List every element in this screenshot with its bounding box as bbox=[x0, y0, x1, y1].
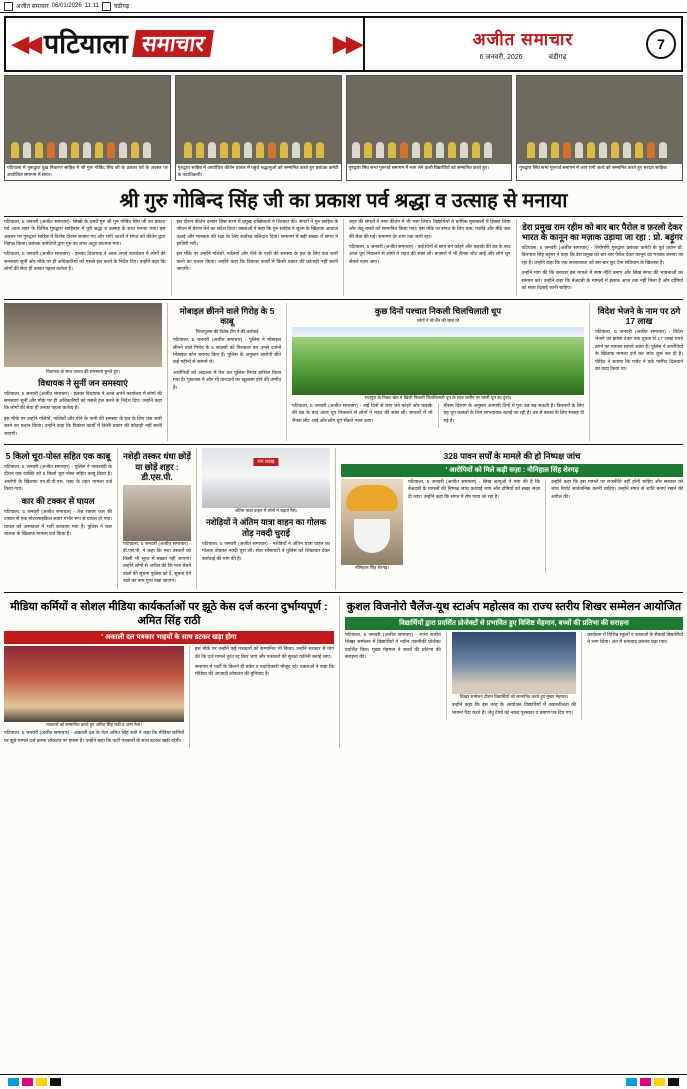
media-col-1: पटियाला, 5 जनवरी (अजीत समाचार) - अकाली दल के नेता अमित सिंह राठी ने कहा कि मीडिया कर्मियों पर झूठे मामले दर्ज करना लोकतंत्र पर हमला है। उन्होंने कहा कि पार्टी पत्रकारों के साथ डटकर खड़ी रहेगी। bbox=[4, 731, 184, 744]
third-band bbox=[4, 448, 683, 588]
mobile-gang-col-1: पटियाला, 5 जनवरी (अजीत समाचार) - पुलिस ने मोबाइल छीनने वाले गिरोह के 5 सदस्यों को गिरफ़्तार कर उनसे दर्जनों मोबाइल फ़ोन बरामद किए हैं। पुलिस के अनुसार आरोपी बीते कई महीनों से सरगर्म थे। bbox=[173, 338, 281, 366]
mobile-gang-subhead: जिलापुलस की विशेष टीम ने की कार्रवाई bbox=[195, 328, 259, 334]
media-col-2: इस मौके पर उन्होंने कई पत्रकारों को सम्मानित भी किया। उन्होंने सरकार से मांग की कि दर्ज मामले तुरंत रद्द किए जाएं और पत्रकारों की सुरक्षा यकीनी बनाई जाए। bbox=[195, 647, 334, 660]
mobile-gang-headline: मोबाइल छीनने वाले गिरोह के 5 काबू bbox=[179, 305, 275, 327]
mla-col-1: पटियाला, 5 जनवरी (अजीत समाचार) - हलका विधायक ने आज अपने कार्यालय में लोगों की समस्याएं सुनीं और मौके पर ही अधिकारियों को मसले हल करने के निर्देश दिए। उन्होंने कहा कि लोगों की सेवा ही उनका पहला कर्तव्य है। bbox=[4, 391, 162, 412]
lead-col-2-text-2: इस मौके पर उन्होंने गलियों, नालियों और पीने के पानी की समस्या के हल के लिए फ़ंड जारी करने का एलान किया। उन्होंने कहा कि विकास कार्यों में किसी प्रकार की कोताही नहीं बरती जाएगी। bbox=[176, 252, 338, 273]
weather-headline: कुछ दिनों पश्चात निकली चिलचिलाती धूप bbox=[374, 305, 502, 316]
mla-photo-caption: विधायक के साथ जनता की समस्याएं सुनते हुए। bbox=[46, 368, 120, 374]
swatch-black bbox=[50, 1078, 61, 1086]
mla-headline: विधायक ने सुनीं जन समस्याएं bbox=[38, 377, 128, 388]
dsp-photo bbox=[123, 485, 191, 541]
double-chevron-right-icon: ▶▶ bbox=[333, 31, 359, 56]
color-registration-bar bbox=[0, 1074, 687, 1089]
serpent-col-1: पटियाला, 5 जनवरी (अजीत समाचार) - सिख आगूओं ने मांग की है कि बेअदबी के मामलों की निष्पक्ष जांच करवाई जाए और दोषियों को सख्त सज़ा दी जाए। उन्होंने कहा कि संगत में रोष पाया जा रहा है। bbox=[408, 479, 540, 500]
van-story bbox=[202, 448, 330, 588]
middle-band bbox=[4, 303, 683, 442]
serpent-band: ' आरोपियों को मिले कड़ी सज़ा : नौनिहाल सिंह शेरगढ़ bbox=[341, 464, 683, 477]
brand-name: अजीत समाचार bbox=[472, 29, 574, 49]
right-story-col-2: उन्होंने मांग की कि सरकार इस मामले में स्पष्ट नीति बनाए और सिख संगत की भावनाओं का सम्मान करे। उन्होंने कहा कि बेअदबी के मामलों में इंसाफ़ आज तक नहीं मिला है और दोषियों को सज़ा दिलाई जानी चाहिए। bbox=[521, 271, 683, 292]
weather-story bbox=[292, 303, 584, 442]
photo-1-caption: पटियाला में गुरूद्वारा दुख निवारण साहिब में श्री गुरू गोबिंद सिंघ जी के प्रकाश पर्व के अवसर पर आयोजित समागम में संगत। bbox=[7, 165, 168, 177]
summit-col-3: कार्यक्रम में विभिन्न स्कूलों व कालजों के सैकड़ों विद्यार्थियों ने भाग लिया। अंत में धन्यवाद प्रस्ताव पढ़ा गया। bbox=[587, 632, 683, 646]
masthead-right bbox=[365, 18, 681, 70]
weather-photo bbox=[292, 337, 584, 395]
page-icon bbox=[102, 2, 111, 11]
serpent-headline: 328 पावन सर्पों के मामले की हो निष्पक्ष जांच bbox=[443, 451, 581, 462]
chura-headline: 5 किलो चूरा-पोस्त सहित एक काबू bbox=[5, 451, 111, 462]
summit-band: विद्यार्थियों द्वारा प्रदर्शित प्रोजेक्टों से प्रभावित हुए विशिष्ट मेहमान, बच्चों की प्रतिभा की सराहना bbox=[345, 617, 683, 630]
lead-col-1-text: पटियाला, 5 जनवरी (अजीत समाचार)- सिखों के दसवें गुरु श्री गुरु गोबिंद सिंघ जी का प्रकाश पर्व आज शहर के विभिन्न गुरुद्वारा साहिबान में पूरी श्रद्धा व उत्साह के साथ मनाया गया। इस अवसर पर गुरुद्वारा साहिब में विशेष दीवान सजाए गए और रागी जत्थों ने संगत को कीर्तन द्वारा निहाल किया। प्रबंधक कमेटियों द्वारा गुरु का लंगर अतुट वरताया गया। bbox=[4, 219, 166, 248]
page-number-badge: 7 bbox=[646, 29, 676, 59]
lead-col-3 bbox=[349, 219, 511, 296]
fraud-story bbox=[595, 303, 683, 442]
lead-col-2 bbox=[177, 219, 339, 296]
dsp-headline: नशेड़ी तस्कर धंधा छोड़ें या छोड़ें शहर : डी.एस.पी. bbox=[123, 451, 191, 483]
chura-story bbox=[4, 448, 112, 588]
summit-headline: कुशल विजनोरो चैलेंज-यूथ स्टार्अप महोत्सव का राज्य स्तरीय शिखर सम्मेलन आयोजित bbox=[346, 600, 682, 613]
photo-4-image bbox=[517, 76, 682, 164]
summit-col-1: पटियाला, 5 जनवरी (अजीत समाचार) - राज्य स्तरीय शिखर सम्मेलन में विद्यार्थियों ने नवीन तकनीकी प्रोजेक्ट प्रदर्शित किए। मुख्य मेहमान ने बच्चों की प्रतिभा की सराहना की। bbox=[345, 632, 441, 661]
van-headline: नशेड़ियों ने अंतिम यात्रा वाहन का गोलक तोड़ नक्दी चुराई bbox=[205, 517, 327, 539]
lead-col-1-text-2: पटियाला, 5 जनवरी (अजीत समाचार) - हलका विधायक ने आज अपने कार्यालय में लोगों की समस्याएं सुनीं और मौके पर ही अधिकारियों को मसले हल करने के निर्देश दिए। उन्होंने कहा कि लोगों की सेवा ही उनका पहला कर्तव्य है। bbox=[4, 252, 166, 273]
swatch-cyan-2 bbox=[626, 1078, 637, 1086]
serpent-col-2: उन्होंने कहा कि इस मामले पर राजनीति नहीं होनी चाहिए और सरकार को जांच रिपोर्ट सार्वजनिक करनी चाहिए। उन्होंने संगत से शांति बनाए रखने की अपील की। bbox=[551, 479, 683, 500]
right-story-headline: डेरा प्रमुख राम रहीम को बार बार पैरोल व फ़रलो देकर भारत के कानून का मज़ाक उड़ाया जा रहा : प्रो. बड़ूंगर bbox=[521, 221, 683, 243]
photo-2 bbox=[175, 75, 342, 181]
photo-2-caption: गुरुद्वारा साहिब में आयोजित कीर्तन दरबार में पहुंचे श्रद्धालुओं को सम्मानित करते हुए प्रबंधक कमेटी के पदाधिकारी। bbox=[177, 165, 339, 177]
mla-story bbox=[4, 303, 162, 442]
issue-edition: चंडीगढ़ bbox=[548, 53, 567, 61]
media-band: ' अकाली दल पत्रकार भाइयों के साथ डटकर खड़ा होगा bbox=[4, 631, 334, 644]
topbar-time: 11:11 bbox=[84, 3, 99, 9]
double-chevron-icon: ◀◀ bbox=[12, 31, 38, 56]
topbar-edition: चंडीगढ़ bbox=[113, 4, 130, 10]
media-headline: मीडिया कर्मियों व सोशल मीडिया कार्यकर्ताओं पर झूठे केस दर्ज करना दुर्भाग्यपूर्ण : अमित सिंह राठी bbox=[10, 600, 328, 627]
swatch-cyan bbox=[8, 1078, 19, 1086]
lead-col-4 bbox=[522, 219, 684, 296]
lead-col-3-text-2: पटियाला, 5 जनवरी (अजीत समाचार) - कई दिनों से छाए घने कोहरे और कड़ाके की ठंड के बाद आज धूप निकलने से लोगों ने राहत की सांस ली। बाज़ारों में भी रौनक लौट आई और लोग धूप सेंकते नज़र आए। bbox=[349, 245, 511, 265]
swatch-black-2 bbox=[668, 1078, 679, 1086]
dsp-story bbox=[123, 448, 191, 588]
swatch-magenta-2 bbox=[640, 1078, 651, 1086]
mobile-gang-story bbox=[173, 303, 281, 442]
photo-4 bbox=[516, 75, 683, 181]
lead-headline: श्री गुरु गोबिन्द सिंह जी का प्रकाश पर्व श्रद्धा व उत्साह से मनाया bbox=[4, 186, 683, 217]
summit-photo bbox=[452, 632, 576, 694]
bottom-band bbox=[4, 596, 683, 749]
lead-columns bbox=[4, 219, 683, 296]
serpent-story bbox=[341, 448, 683, 588]
car-accident-col: पटियाला, 5 जनवरी (अजीत समाचार) - तेज़ रफ़्तार कार की टक्कर से एक मोटरसाइकिल सवार गंभीर रूप से घायल हो गया। घायल को अस्पताल में भर्ती करवाया गया है। पुलिस ने कार चालक के खिलाफ़ मामला दर्ज किया है। bbox=[4, 510, 112, 538]
issue-date: 6 जनवरी, 2026 bbox=[479, 53, 523, 61]
right-story-col-1: पटियाला, 5 जनवरी (अजीत समाचार) - शिरोमणि गुरुद्वारा प्रबंधक कमेटी के पूर्व प्रधान प्रो. किरपाल सिंह बड़ूंगर ने कहा कि डेरा प्रमुख को बार-बार पैरोल देकर कानून का मज़ाक बनाया जा रहा है। उन्होंने कहा कि एक सजायाफ़्ता को बार-बार छूट देना संविधान के खिलाफ़ है। bbox=[521, 246, 683, 266]
window-icon bbox=[4, 2, 13, 11]
swatch-yellow bbox=[36, 1078, 47, 1086]
topbar-title: अजीत समाचार bbox=[16, 4, 49, 10]
media-photo-caption: पत्रकारों को सम्मानित करते हुए अमित सिंह राठी व अन्य नेता। bbox=[46, 722, 142, 728]
photo-3 bbox=[346, 75, 513, 181]
weather-photo-caption: राजपुरा के निकट खेत में खिली निकली चिलचिलाती धूप के साथ जमीन पर पसरी धूप का दृश्य। bbox=[364, 394, 512, 400]
photo-1 bbox=[4, 75, 171, 181]
dsp-col: पटियाला, 5 जनवरी (अजीत समाचार) - डी.एस.पी. ने कहा कि नशा तस्करों को किसी भी सूरत में बख्शा नहीं जाएगा। उन्होंने लोगों से अपील की कि नशा बेचने वालों की सूचना पुलिस को दें, सूचना देने वाले का नाम गुप्त रखा जाएगा। bbox=[123, 541, 191, 585]
van-col: पटियाला, 5 जनवरी (अजीत समाचार) - नशेड़ियों ने अंतिम यात्रा वाहन का गोलक तोड़कर नक्दी चुरा ली। सेवा सोसायटी ने पुलिस को शिकायत देकर कार्रवाई की मांग की है। bbox=[202, 541, 330, 562]
serpent-portrait bbox=[341, 479, 403, 565]
media-col-3: समागम में पार्टी के कितने ही वर्कर व पदाधिकारी मौजूद रहे। वक्ताओं ने कहा कि मीडिया की आज़ादी लोकतंत्र की बुनियाद है। bbox=[195, 664, 334, 678]
photo-4-caption: गुरुद्वारा सिंघ सभा गुरूपर्व समागम में आए रागी जत्थे को सम्मानित करते हुए सरदार साहिब। bbox=[519, 165, 668, 170]
mobile-gang-col-2: आरोपियों को अदालत में पेश कर पुलिस रिमांड हासिल किया गया है। पुछताछ में और भी वारदातों का खुलासा होने की उम्मीद है। bbox=[173, 370, 281, 391]
weather-col-2: मौसम विभाग के अनुसार आगामी दिनों में पुनः ठंड बढ़ सकती है। किसानों के लिए यह धूप फ़सलों के लिए लाभदायक बताई जा रही है। ठंड से बचाव के लिए सलाह दी गई है। bbox=[443, 403, 584, 424]
swatch-yellow-2 bbox=[654, 1078, 665, 1086]
photo-1-image bbox=[5, 76, 170, 164]
lead-col-3-text: शहर की संगतों ने नगर कीर्तन में भी भाग लिया। विद्यार्थियों ने धार्मिक मुकाबलों में हिस्सा लिया और जेतू बच्चों को सम्मानित किया गया। इस मौके पर संगत के लिए चाय, पकौड़े और मीठे जल की सेवा की गई। समागम देर शाम तक जारी रहा। bbox=[349, 219, 511, 240]
masthead-title-right: समाचार bbox=[132, 30, 214, 57]
media-photo bbox=[4, 646, 184, 722]
masthead-title-left: पटियाला bbox=[43, 28, 128, 59]
weather-subhead: लोगों ने ली चैन की सांस तो bbox=[416, 318, 460, 324]
swatch-magenta bbox=[22, 1078, 33, 1086]
van-sign-text: राग प्रवाह bbox=[253, 458, 278, 466]
summit-col-2: उन्होंने कहा कि इस तरह के आयोजन विद्यार्थियों में उद्यमशीलता की भावना पैदा करते हैं। जेतू टीमों को नकद पुरस्कार व प्रमाण पत्र दिए गए। bbox=[451, 703, 577, 716]
mla-col-2: इस मौके पर उन्होंने गलियों, नालियों और पीने के पानी की समस्या के हल के लिए फ़ंड जारी करने का एलान किया। उन्होंने कहा कि विकास कार्यों में किसी प्रकार की कोताही नहीं बरती जाएगी। bbox=[4, 416, 162, 437]
topbar-left bbox=[4, 2, 129, 11]
lead-col-2-text: इस दौरान कीर्तन दरबार जिस सभा में प्रमुख शख्सियतों ने शिरकत की। संगतों ने गुरु साहिब के जीवन से प्रेरणा लेने का संदेश दिया। वक्ताओं ने कहा कि गुरु साहिब ने जुल्म के खिलाफ़ आवाज़ उठाई और मानवता की रक्षा के लिए सर्वोच्च बलिदान दिया। समागम में बड़ी संख्या में संगत ने हाज़िरी भरी। bbox=[176, 219, 338, 248]
van-photo-caption: अंतिम यात्रा वाहन में लोगों ने चढ़ाए पैसे। bbox=[234, 508, 298, 514]
serpent-portrait-caption: नौनिहाल सिंह शेरगढ़। bbox=[355, 564, 389, 570]
weather-col-1: पटियाला, 5 जनवरी (अजीत समाचार) - कई दिनों से छाए घने कोहरे और कड़ाके की ठंड के बाद आज धूप निकलने से लोगों ने राहत की सांस ली। बाज़ारों में भी रौनक लौट आई और लोग धूप सेंकते नज़र आए। bbox=[292, 403, 433, 424]
fraud-headline: विदेश भेजने के नाम पर ठगे 17 लाख bbox=[597, 305, 681, 327]
mla-photo bbox=[4, 303, 162, 367]
dateline bbox=[480, 53, 567, 62]
top-photo-row bbox=[4, 75, 683, 181]
photo-3-image bbox=[347, 76, 512, 164]
chura-col-1: पटियाला, 5 जनवरी (अजीत समाचार) - पुलिस ने नाकाबंदी के दौरान एक व्यक्ति को 5 किलो चूरा-पोस्त सहित काबू किया है। आरोपी के खिलाफ़ एन.डी.पी.एस. एक्ट के तहत मामला दर्ज किया गया। bbox=[4, 464, 112, 492]
masthead-left bbox=[6, 18, 365, 70]
lead-col-1 bbox=[4, 219, 166, 296]
topbar-date: 06/01/2026 bbox=[51, 3, 82, 9]
photo-2-image bbox=[176, 76, 341, 164]
car-accident-headline: कार की टक्कर से घायल bbox=[21, 496, 95, 507]
fraud-col: पटियाला, 5 जनवरी (अजीत समाचार) - विदेश भेजने का झांसा देकर एक युवक से 17 लाख रुपये ठगने का मामला सामने आया है। पुलिस ने आरोपियों के खिलाफ़ मामला दर्ज कर जांच शुरू कर दी है। पीड़ित ने बताया कि एजेंट ने वर्क परमिट दिलवाने का वादा किया था। bbox=[595, 329, 683, 372]
media-story bbox=[4, 596, 334, 749]
masthead bbox=[4, 16, 683, 72]
photo-3-caption: गुरुद्वारा सिंघ सभा गुरूपर्व समागम में भाग लेने वाली विद्यार्थियों को सम्मानित करते हुए। bbox=[348, 165, 490, 170]
summit-photo-caption: शिखर सम्मेलन दौरान विद्यार्थियों को सम्मानित करते हुए मुख्य मेहमान। bbox=[459, 693, 569, 699]
van-photo bbox=[202, 448, 330, 508]
browser-topbar bbox=[0, 0, 687, 13]
summit-story bbox=[345, 596, 683, 749]
